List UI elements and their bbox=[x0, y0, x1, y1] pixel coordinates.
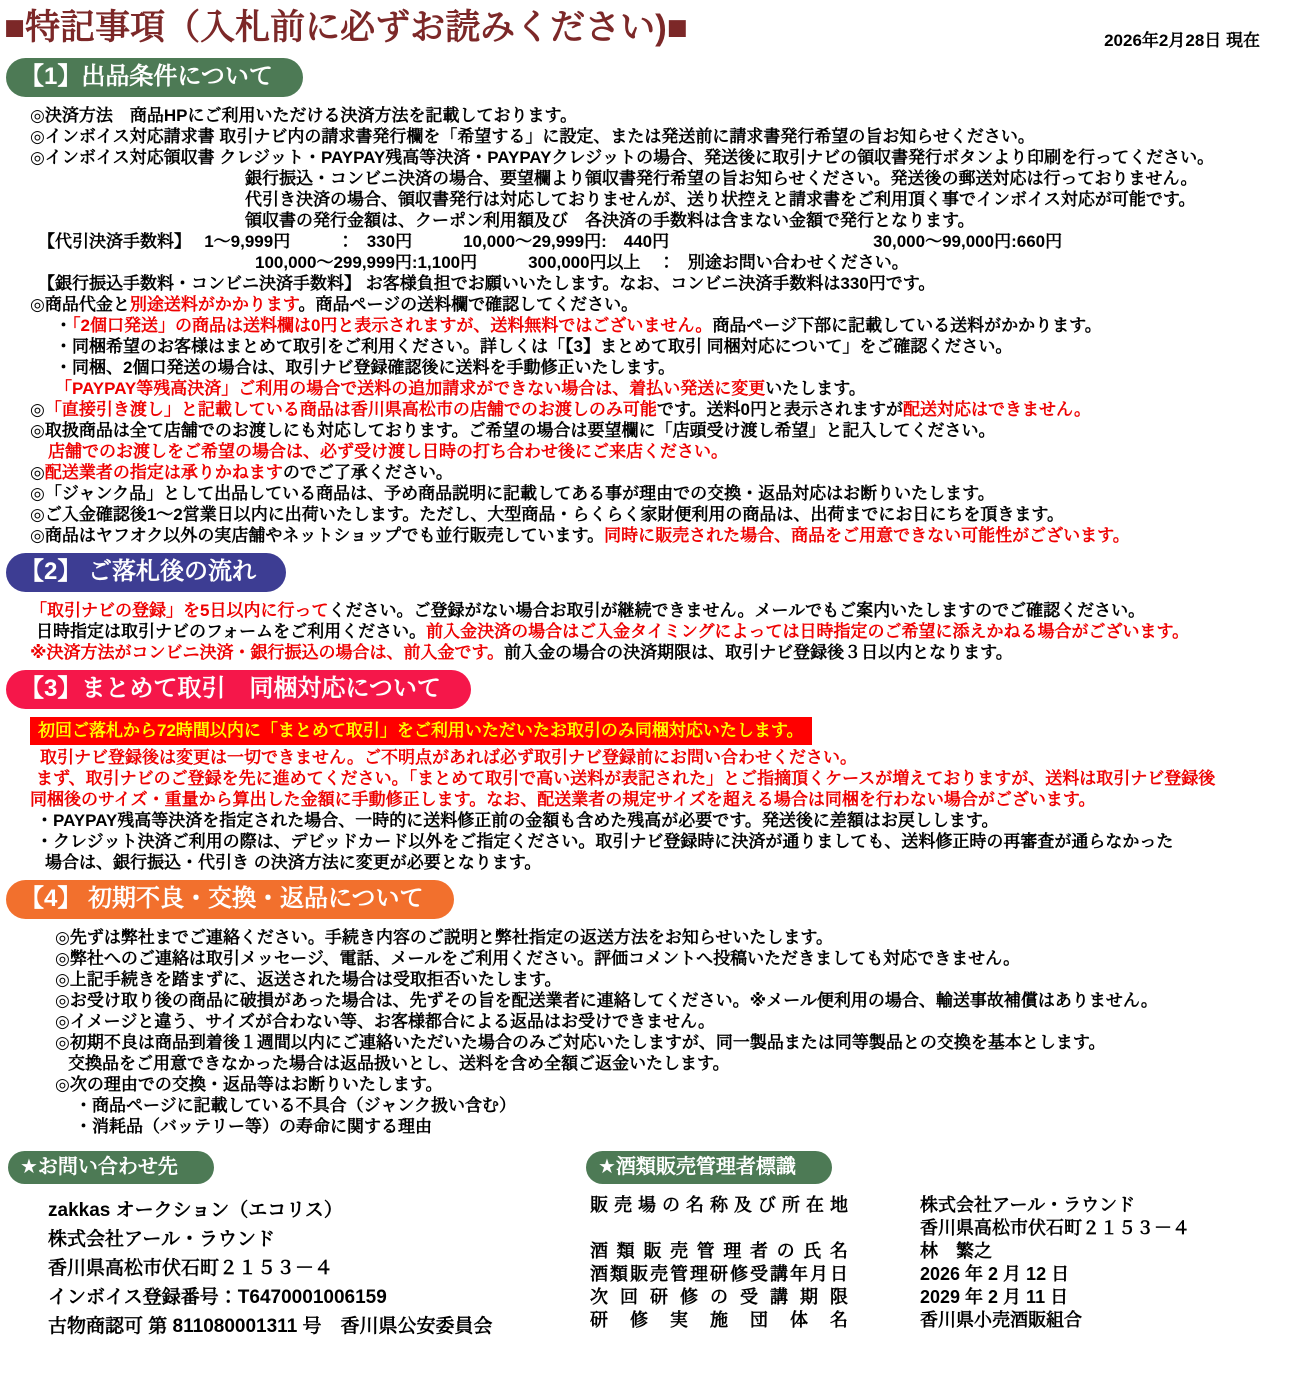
contact-lines bbox=[48, 1196, 578, 1341]
text-segment: 前入金決済の場合はご入金タイミングによっては日時指定のご希望に添えかねる場合がございます。 bbox=[426, 622, 1190, 641]
text-segment: 取引ナビ登録後は変更は一切できません。ご不明点があれば必ず取引ナビ登録前にお問い合わせください。 bbox=[40, 748, 858, 767]
license-block bbox=[578, 1151, 1304, 1341]
text-line bbox=[0, 504, 1304, 525]
text-segment: 「直接引き渡し」と記載している商品は香川県高松市の店舗でのお渡しのみ可能 bbox=[44, 400, 657, 419]
contact-line: インボイス登録番号：T6470001006159 bbox=[48, 1287, 387, 1308]
text-segment: いたします。 bbox=[765, 379, 866, 398]
text-line bbox=[0, 147, 1304, 168]
section-defect-exchange-return-badge: 【4】 初期不良・交換・返品について bbox=[6, 880, 454, 919]
section-bundle-transaction bbox=[0, 665, 1304, 873]
text-segment: 交換品をご用意できなかった場合は返品扱いとし、送料を含め全額ご返金いたします。 bbox=[68, 1054, 730, 1073]
text-line bbox=[0, 831, 1304, 852]
text-segment: 「2個口発送」の商品は送料欄は0円と表示されますが、送料無料ではございません。 bbox=[72, 316, 713, 335]
page-title: ■特記事項（入札前に必ずお読みください)■ bbox=[4, 8, 688, 47]
license-badge: ★酒類販売管理者標識 bbox=[586, 1151, 832, 1184]
license-row-value: 株式会社アール・ラウンド bbox=[920, 1195, 1136, 1215]
license-row-label: 酒類販売管理研修受講年月日 bbox=[590, 1264, 848, 1284]
text-line bbox=[0, 378, 1304, 399]
text-line bbox=[0, 168, 1304, 189]
text-segment: ◎イメージと違う、サイズが合わない等、お客様都合による返品はお受けできません。 bbox=[55, 1012, 715, 1031]
text-segment: ◎商品はヤフオク以外の実店舗やネットショップでも並行販売しています。 bbox=[30, 526, 605, 545]
text-segment: 【銀行振込手数料・コンビニ決済手数料】 お客様負担でお願いいたします。なお、コンビニ決済手数料は330円です。 bbox=[38, 274, 936, 293]
license-row bbox=[590, 1194, 1304, 1217]
text-segment: 初回ご落札から72時間以内に「まとめて取引」をご利用いただいたお取引のみ同梱対応いたします。 bbox=[38, 721, 804, 740]
license-row-label: 酒類販売管理者の氏名 bbox=[590, 1241, 848, 1261]
text-segment: ◎商品代金と bbox=[30, 295, 130, 314]
license-row-value: 香川県小売酒販組合 bbox=[920, 1310, 1082, 1330]
text-segment: 同時に販売された場合、商品をご用意できない可能性がございます。 bbox=[604, 526, 1130, 545]
text-line bbox=[0, 1011, 1304, 1032]
text-segment: 同梱後のサイズ・重量から算出した金額に手動修正します。なお、配送業者の規定サイズを超える場合は同梱を行わない場合がございます。 bbox=[30, 790, 1096, 809]
text-segment: 領収書の発行金額は、クーポン利用額及び 各決済の手数料は含まない金額で発行となります。 bbox=[245, 211, 975, 230]
text-segment: 前入金の場合の決済期限は、取引ナビ登録後３日以内となります。 bbox=[504, 643, 1013, 662]
text-line bbox=[0, 315, 1304, 336]
text-segment: ◎初期不良は商品到着後１週間以内にご連絡いただいた場合のみご対応いたしますが、同一製品または同等製品との交換を基本とします。 bbox=[55, 1033, 1106, 1052]
section-defect-exchange-return-body bbox=[0, 927, 1304, 1137]
text-line bbox=[0, 252, 1304, 273]
text-segment: 商品ページ下部に記載している送料がかかります。 bbox=[712, 316, 1102, 335]
text-line bbox=[0, 105, 1304, 126]
text-line bbox=[0, 210, 1304, 231]
section-listing-conditions-badge: 【1】出品条件について bbox=[6, 58, 303, 97]
text-segment: 場合は、銀行振込・代引き の決済方法に変更が必要となります。 bbox=[45, 853, 542, 872]
section-listing-conditions-body bbox=[0, 105, 1304, 546]
text-segment: のでご了承ください。 bbox=[282, 463, 453, 482]
text-segment: 別途送料がかかります bbox=[129, 295, 299, 314]
text-line bbox=[0, 600, 1304, 621]
text-line bbox=[0, 399, 1304, 420]
contact-line: 香川県高松市伏石町２１５３－４ bbox=[48, 1258, 334, 1279]
text-line bbox=[0, 927, 1304, 948]
text-segment: ◎インボイス対応請求書 取引ナビ内の請求書発行欄を「希望する」に設定、または発送前に請求書発行希望の旨お知らせください。 bbox=[30, 127, 1035, 146]
text-line bbox=[0, 357, 1304, 378]
section-bundle-transaction-body bbox=[0, 717, 1304, 873]
contact-line: zakkas オークション（エコリス） bbox=[48, 1200, 343, 1221]
text-segment: ください。ご登録がない場合お取引が継続できません。メールでもご案内いたしますのでご確認ください。 bbox=[328, 601, 1146, 620]
text-segment: ◎インボイス対応領収書 クレジット・PAYPAY残高等決済・PAYPAYクレジットの場合、発送後に取引ナビの領収書発行ボタンより印刷を行ってください。 bbox=[30, 148, 1215, 167]
text-segment: 配送対応はできません。 bbox=[902, 400, 1091, 419]
license-row bbox=[590, 1217, 1304, 1240]
text-line bbox=[0, 294, 1304, 315]
text-segment: ・クレジット決済ご利用の際は、デビッドカード以外をご指定ください。取引ナビ登録時に決済が通りましても、送料修正時の再審査が通らなかった bbox=[36, 832, 1174, 851]
text-line bbox=[0, 1116, 1304, 1137]
text-segment: ※決済方法がコンビニ決済・銀行振込の場合は、前入金です。 bbox=[30, 643, 505, 662]
text-segment: 「PAYPAY等残高決済」ご利用の場合で送料の追加請求ができない場合は、着払い発送に変更 bbox=[55, 379, 766, 398]
text-line bbox=[0, 441, 1304, 462]
text-segment: ・消耗品（バッテリー等）の寿命に関する理由 bbox=[75, 1117, 432, 1136]
license-row bbox=[590, 1309, 1304, 1332]
highlighted-text-line bbox=[0, 717, 1304, 745]
highlight-bar bbox=[30, 717, 812, 745]
text-segment: ・商品ページに記載している不具合（ジャンク扱い含む） bbox=[75, 1096, 516, 1115]
text-segment: 代引き決済の場合、領収書発行は対応しておりませんが、送り状控えと請求書をご利用頂く事でインボイス対応が可能です。 bbox=[245, 190, 1196, 209]
text-line bbox=[0, 810, 1304, 831]
license-row-value: 香川県高松市伏石町２１５３－４ bbox=[920, 1218, 1190, 1238]
text-segment: ◎弊社へのご連絡は取引メッセージ、電話、メールをご利用ください。評価コメントへ投稿いただきましても対応できません。 bbox=[55, 949, 1021, 968]
section-after-winning-flow-badge: 【2】 ご落札後の流れ bbox=[6, 553, 286, 592]
text-segment: 100,000～299,999円:1,100円 300,000円以上 ： 別途お問い合わせください。 bbox=[255, 253, 909, 272]
text-segment: 店舗でのお渡しをご希望の場合は、必ず受け渡し日時の打ち合わせ後にご来店ください。 bbox=[48, 442, 728, 461]
text-segment: ◎ bbox=[30, 463, 45, 482]
text-line bbox=[0, 969, 1304, 990]
text-segment: ・ bbox=[55, 316, 72, 335]
section-listing-conditions bbox=[0, 53, 1304, 546]
text-line bbox=[0, 1074, 1304, 1095]
text-segment: 「取引ナビの登録」を5日以内に行って bbox=[30, 601, 329, 620]
text-segment: ◎取扱商品は全て店舗でのお渡しにも対応しております。ご希望の場合は要望欄に「店頭受け渡し希望」と記入してください。 bbox=[30, 421, 996, 440]
text-line bbox=[0, 126, 1304, 147]
text-line bbox=[0, 768, 1304, 789]
text-line bbox=[0, 642, 1304, 663]
document-footer bbox=[0, 1151, 1304, 1341]
section-after-winning-flow bbox=[0, 548, 1304, 663]
text-segment: ◎ご入金確認後1～2営業日以内に出荷いたします。ただし、大型商品・らくらく家財便利用の商品は、出荷までにお日にちを頂きます。 bbox=[30, 505, 1065, 524]
text-line bbox=[0, 420, 1304, 441]
text-segment: ◎お受け取り後の商品に破損があった場合は、先ずその旨を配送業者に連絡してください。※メール便利用の場合、輸送事故補償はありません。 bbox=[55, 991, 1158, 1010]
text-line bbox=[0, 336, 1304, 357]
text-line bbox=[0, 231, 1304, 252]
section-defect-exchange-return bbox=[0, 875, 1304, 1137]
section-after-winning-flow-body bbox=[0, 600, 1304, 663]
text-line bbox=[0, 990, 1304, 1011]
text-segment: 配送業者の指定は承りかねます bbox=[44, 463, 283, 482]
text-line bbox=[0, 852, 1304, 873]
text-line bbox=[0, 273, 1304, 294]
text-line bbox=[0, 621, 1304, 642]
license-row-value: 林 繁之 bbox=[920, 1241, 992, 1261]
document-date: 2026年2月28日 現在 bbox=[1104, 31, 1260, 50]
text-line bbox=[0, 483, 1304, 504]
text-segment: ・PAYPAY残高等決済を指定された場合、一時的に送料修正前の金額も含めた残高が必要です。発送後に差額はお戻しします。 bbox=[36, 811, 999, 830]
contact-badge: ★お問い合わせ先 bbox=[8, 1151, 214, 1184]
license-row bbox=[590, 1240, 1304, 1263]
text-segment: ◎決済方法 商品HPにご利用いただける決済方法を記載しております。 bbox=[30, 106, 578, 125]
text-segment: です。送料0円と表示されますが bbox=[656, 400, 903, 419]
text-segment: ◎「ジャンク品」として出品している商品は、予め商品説明に記載してある事が理由での交換・返品対応はお断りいたします。 bbox=[30, 484, 995, 503]
license-rows bbox=[590, 1194, 1304, 1332]
license-row-value: 2029 年 2 月 11 日 bbox=[920, 1287, 1069, 1307]
text-line bbox=[0, 789, 1304, 810]
sections-container bbox=[0, 53, 1304, 1137]
text-segment: 日時指定は取引ナビのフォームをご利用ください。 bbox=[36, 622, 427, 641]
text-segment: ◎ bbox=[30, 400, 45, 419]
text-line bbox=[0, 1095, 1304, 1116]
text-segment: 。商品ページの送料欄で確認してください。 bbox=[298, 295, 639, 314]
contact-block bbox=[0, 1151, 578, 1341]
text-line bbox=[0, 948, 1304, 969]
license-row-label: 販売場の名称及び所在地 bbox=[590, 1195, 848, 1215]
license-row-label: 次回研修の受講期限 bbox=[590, 1287, 848, 1307]
license-row bbox=[590, 1263, 1304, 1286]
text-segment: ・同梱希望のお客様はまとめて取引をご利用ください。詳しくは「【3】まとめて取引 同梱対応について」をご確認ください。 bbox=[55, 337, 1013, 356]
license-row-label: 研修実施団体名 bbox=[590, 1310, 848, 1330]
text-line bbox=[0, 462, 1304, 483]
license-row-label bbox=[590, 1217, 848, 1240]
text-line bbox=[0, 747, 1304, 768]
text-segment: ◎次の理由での交換・返品等はお断りいたします。 bbox=[55, 1075, 443, 1094]
text-line bbox=[0, 1053, 1304, 1074]
contact-line: 古物商認可 第 811080001311 号 香川県公安委員会 bbox=[48, 1316, 493, 1337]
text-line bbox=[0, 525, 1304, 546]
license-row bbox=[590, 1286, 1304, 1309]
text-line bbox=[0, 1032, 1304, 1053]
text-segment: まず、取引ナビのご登録を先に進めてください。「まとめて取引で高い送料が表記された」とご指摘頂くケースが増えておりますが、送料は取引ナビ登録後 bbox=[36, 769, 1216, 788]
text-segment: ◎上記手続きを踏まずに、返送された場合は受取拒否いたします。 bbox=[55, 970, 562, 989]
text-line bbox=[0, 189, 1304, 210]
license-row-value: 2026 年 2 月 12 日 bbox=[920, 1264, 1070, 1284]
document-header bbox=[0, 0, 1304, 51]
section-bundle-transaction-badge: 【3】まとめて取引 同梱対応について bbox=[6, 670, 471, 709]
text-segment: ・同梱、2個口発送の場合は、取引ナビ登録確認後に送料を手動修正いたします。 bbox=[55, 358, 676, 377]
text-segment: ◎先ずは弊社までご連絡ください。手続き内容のご説明と弊社指定の返送方法をお知らせいたします。 bbox=[55, 928, 833, 947]
text-segment: 銀行振込・コンビニ決済の場合、要望欄より領収書発行希望の旨お知らせください。発送後の郵送対応は行っておりません。 bbox=[245, 169, 1198, 188]
text-segment: 【代引決済手数料】 1～9,999円 ： 330円 10,000～29,999円: 440円 30,000～99,000円:660円 bbox=[38, 232, 1063, 251]
contact-line: 株式会社アール・ラウンド bbox=[48, 1229, 276, 1250]
